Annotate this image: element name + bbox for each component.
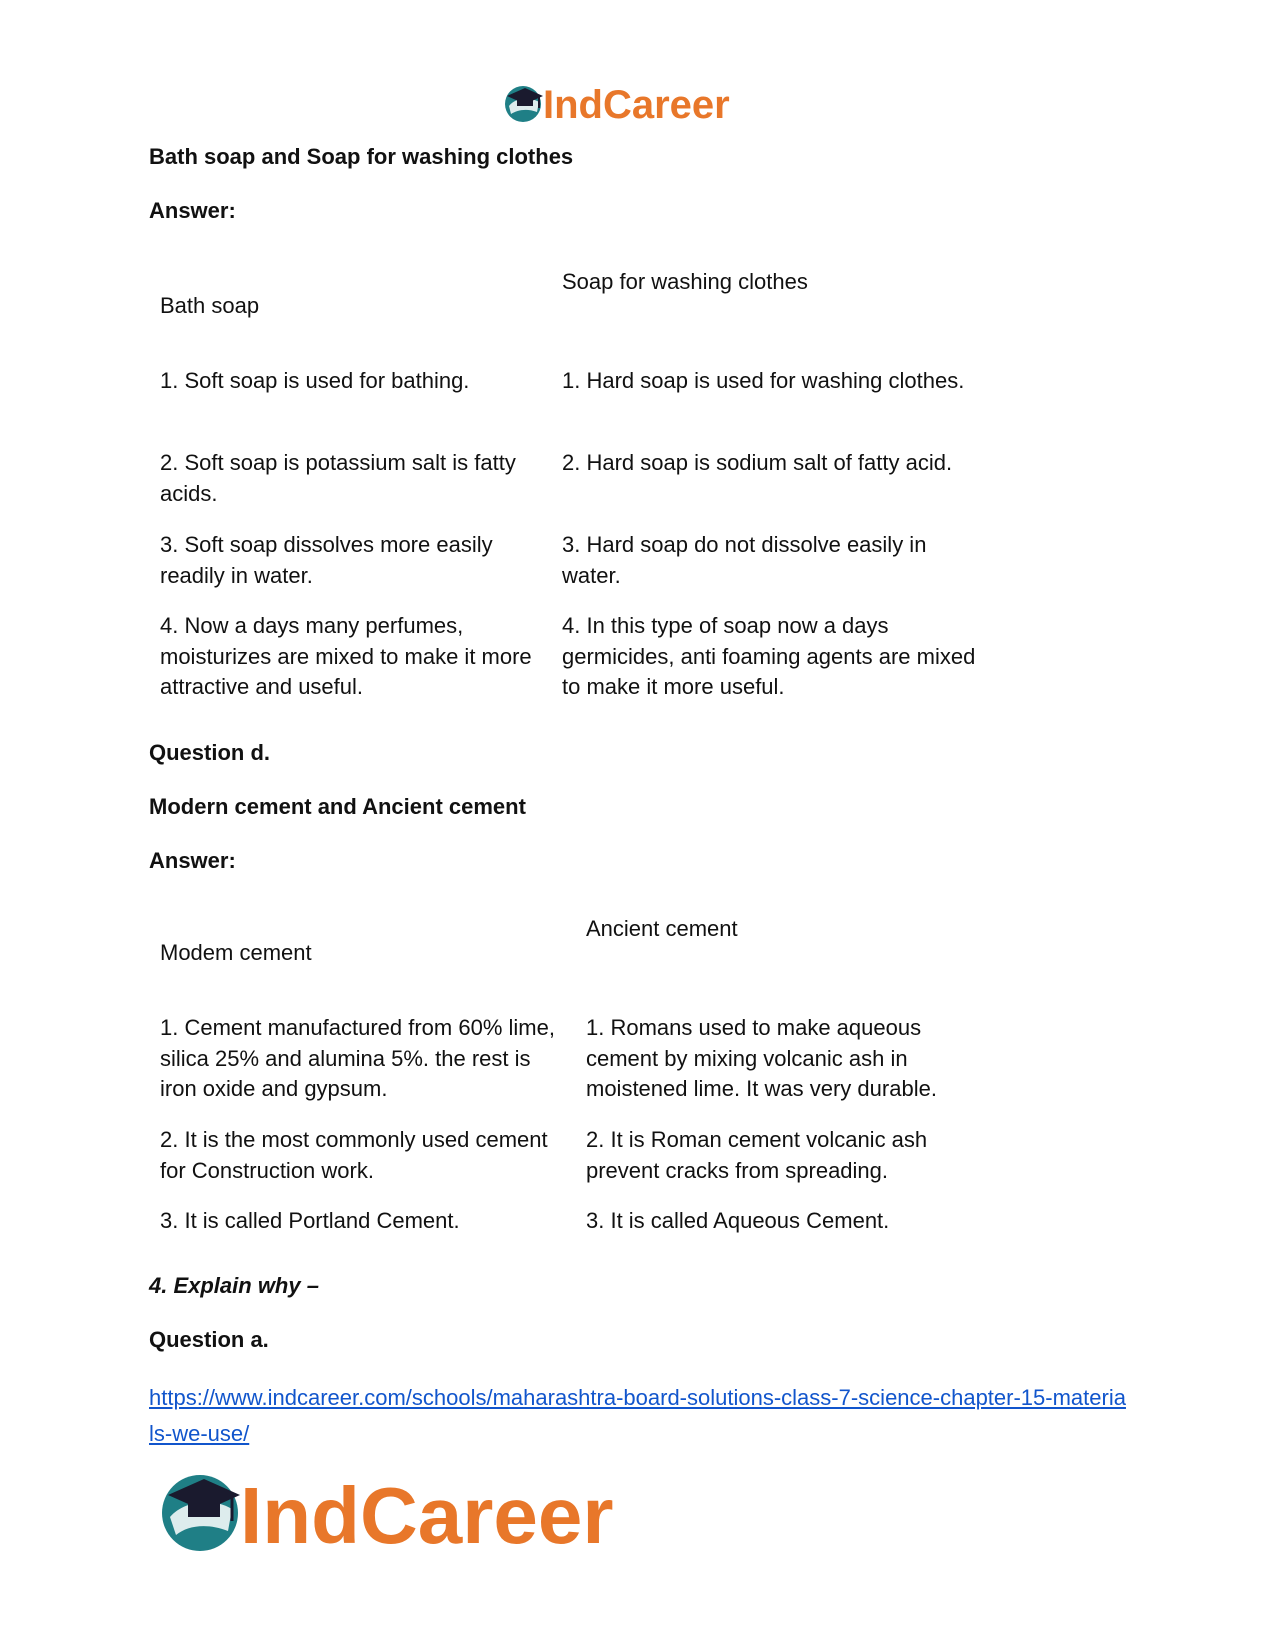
- table-cell: 4. Now a days many perfumes, moisturizes are mixed to make it more attractive and useful.: [160, 613, 532, 699]
- table-header-cell: Modem cement: [160, 940, 312, 965]
- indcareer-logo-top: [503, 80, 773, 128]
- svg-text:IndCareer: IndCareer: [543, 83, 730, 127]
- table-cell: 3. Hard soap do not dissolve easily in water.: [562, 532, 927, 588]
- source-link[interactable]: https://www.indcareer.com/schools/maharashtra-board-solutions-class-7-science-chapter-15-materials-we-use/: [149, 1385, 1126, 1446]
- table-cell: 3. Soft soap dissolves more easily readily in water.: [160, 532, 493, 588]
- table-header-cell: Soap for washing clothes: [562, 269, 808, 294]
- explain-why-heading: 4. Explain why –: [149, 1273, 319, 1298]
- svg-text:IndCareer: IndCareer: [240, 1471, 614, 1560]
- section-c-title: Bath soap and Soap for washing clothes: [149, 144, 574, 169]
- question-a-label: Question a.: [149, 1327, 269, 1352]
- table-header-cell: Bath soap: [160, 293, 260, 318]
- indcareer-logo-bottom: [160, 1465, 700, 1560]
- table-cell: 2. Hard soap is sodium salt of fatty acid.: [562, 450, 953, 475]
- table-cell: 1. Hard soap is used for washing clothes.: [562, 368, 965, 393]
- table-cell: 2. It is Roman cement volcanic ash prevent cracks from spreading.: [586, 1127, 928, 1183]
- graduation-cap-globe-icon: [503, 80, 773, 128]
- table-cell: 3. It is called Aqueous Cement.: [586, 1208, 890, 1233]
- table-header-cell: Ancient cement: [586, 916, 738, 941]
- table-cell: 2. Soft soap is potassium salt is fatty acids.: [160, 450, 516, 506]
- table-cell: 2. It is the most commonly used cement for Construction work.: [160, 1127, 548, 1183]
- answer-label-d: Answer:: [149, 848, 236, 873]
- question-d-label: Question d.: [149, 740, 270, 765]
- answer-label-c: Answer:: [149, 198, 236, 223]
- section-d-title: Modern cement and Ancient cement: [149, 794, 526, 819]
- table-cell: 3. It is called Portland Cement.: [160, 1208, 460, 1233]
- table-cell: 4. In this type of soap now a days germicides, anti foaming agents are mixed to make it more useful.: [562, 613, 976, 699]
- table-cell: 1. Cement manufactured from 60% lime, silica 25% and alumina 5%. the rest is iron oxide and gypsum.: [160, 1015, 555, 1101]
- table-cell: 1. Romans used to make aqueous cement by mixing volcanic ash in moistened lime. It was very durable.: [586, 1015, 937, 1101]
- table-cell: 1. Soft soap is used for bathing.: [160, 368, 470, 393]
- graduation-cap-globe-icon: [160, 1465, 700, 1560]
